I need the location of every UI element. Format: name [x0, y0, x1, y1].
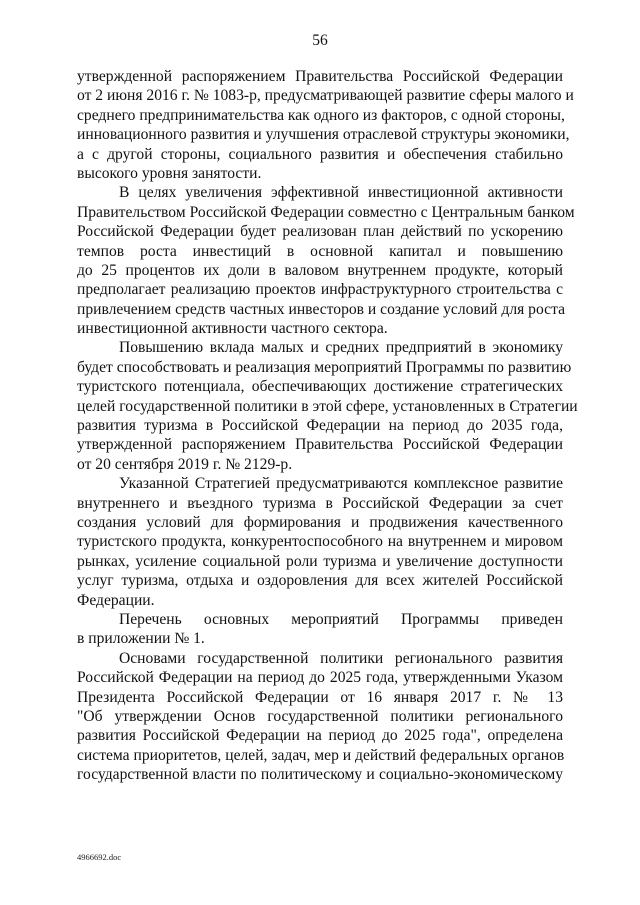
- text-line: Указанной Стратегией предусматриваются комплексное развитие: [119, 475, 563, 493]
- text-line: утвержденной распоряжением Правительства Российской Федерации: [77, 436, 563, 454]
- paragraph: [77, 183, 575, 338]
- text-line: туристского потенциала, обеспечивающих достижение стратегических: [77, 378, 563, 396]
- text-line: рынках, усиление социальной роли туризма и увеличение доступности: [77, 552, 563, 570]
- text-line: Повышению вклада малых и средних предприятий в экономику: [119, 339, 563, 357]
- text-line: государственной власти по политическому и социально-экономическому: [77, 766, 563, 784]
- text-line: целей государственной политики в этой сфере, установленных в Стратегии: [77, 397, 578, 415]
- paragraph: [77, 474, 563, 610]
- text-line: "Об утверждении Основ государственной политики регионального: [77, 707, 563, 725]
- text-line: до 25 процентов их доли в валовом внутреннем продукте, который: [77, 261, 563, 279]
- text-line: инвестиционной активности частного сектора.: [77, 320, 388, 338]
- text-line: Основами государственной политики регионального развития: [119, 649, 563, 667]
- text-line: Президента Российской Федерации от 16 января 2017 г. № 13: [77, 688, 563, 706]
- text-line: внутреннего и въездного туризма в Российской Федерации за счет: [77, 494, 563, 512]
- text-line: Федерации.: [77, 591, 155, 609]
- paragraph: [77, 610, 563, 649]
- text-line: предполагает реализацию проектов инфраструктурного строительства с: [77, 281, 563, 299]
- text-line: будет способствовать и реализация мероприятий Программы по развитию: [77, 358, 572, 376]
- text-line: от 2 июня 2016 г. № 1083-р, предусматривающей развитие сферы малого и: [77, 87, 574, 105]
- text-line: Правительством Российской Федерации совместно с Центральным банком: [77, 203, 575, 221]
- text-line: а с другой стороны, социального развития и обеспечения стабильно: [77, 145, 563, 163]
- document-body: [77, 67, 578, 784]
- text-line: утвержденной распоряжением Правительства Российской Федерации: [77, 68, 563, 85]
- paragraph: [77, 649, 563, 785]
- footer-filename: 4966692.doc: [77, 852, 122, 862]
- page-number: 56: [312, 32, 328, 49]
- text-line: система приоритетов, целей, задач, мер и действий федеральных органов: [77, 746, 565, 764]
- text-line: Российской Федерации будет реализован план действий по ускорению: [77, 223, 563, 241]
- text-line: темпов роста инвестиций в основной капитал и повышению: [77, 242, 563, 260]
- text-line: привлечением средств частных инвесторов и создание условий для роста: [77, 300, 566, 318]
- text-line: инновационного развития и улучшения отраслевой структуры экономики,: [77, 126, 570, 144]
- text-line: развития Российской Федерации на период до 2025 года", определена: [77, 727, 563, 745]
- text-line: высокого уровня занятости.: [77, 164, 262, 182]
- text-line: создания условий для формирования и продвижения качественного: [77, 513, 563, 531]
- text-line: в приложении № 1.: [77, 630, 205, 648]
- paragraph: [77, 67, 574, 183]
- text-line: туристского продукта, конкурентоспособного на внутреннем и мировом: [77, 533, 563, 551]
- text-line: среднего предпринимательства как одного из факторов, с одной стороны,: [77, 106, 565, 124]
- text-line: развития туризма в Российской Федерации на период до 2035 года,: [77, 417, 563, 435]
- paragraph: [77, 338, 578, 474]
- text-line: В целях увеличения эффективной инвестиционной активности: [119, 184, 563, 202]
- text-line: от 20 сентября 2019 г. № 2129-р.: [77, 455, 293, 473]
- text-line: Российской Федерации на период до 2025 года, утвержденными Указом: [77, 669, 563, 687]
- text-line: услуг туризма, отдыха и оздоровления для всех жителей Российской: [77, 572, 563, 590]
- text-line: Перечень основных мероприятий Программы приведен: [119, 610, 563, 628]
